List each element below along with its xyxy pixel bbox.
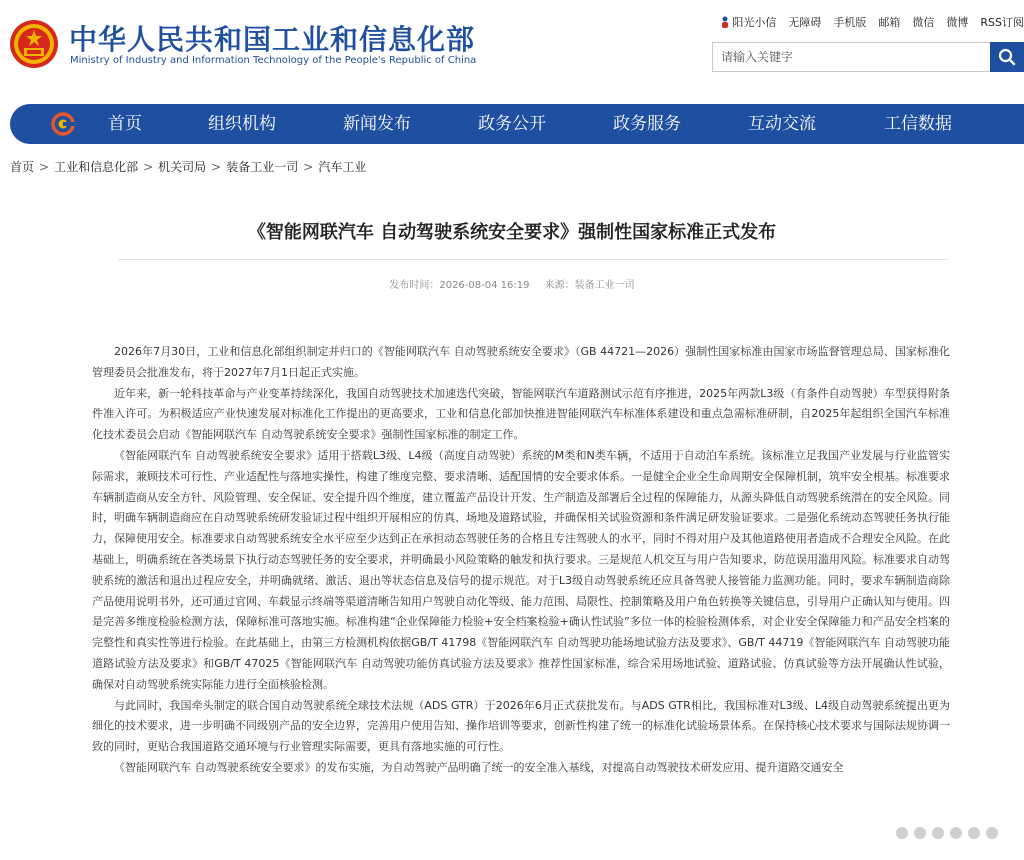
- watermark-dots-icon: [895, 826, 1005, 840]
- nav-home[interactable]: 首页: [108, 114, 142, 134]
- nav-news[interactable]: 新闻发布: [343, 114, 411, 134]
- breadcrumb-equipment-dept[interactable]: 装备工业一司: [226, 160, 299, 174]
- toplink-weibo[interactable]: 微博: [946, 16, 969, 29]
- toplink-wechat[interactable]: 微信: [912, 16, 935, 29]
- breadcrumb-auto-industry[interactable]: 汽车工业: [318, 160, 367, 174]
- site-title: 中华人民共和国工业和信息化部: [69, 23, 476, 56]
- toplink-sunshine[interactable]: 阳光小信: [721, 14, 776, 30]
- chevron-right-icon: >: [211, 160, 222, 174]
- paragraph: 近年来，新一轮科技革命与产业变革持续深化，我国自动驾驶技术加速迭代突破，智能网联汽车道路测试示范有序推进，2025年两款L3级（有条件自动驾驶）车型获得附条件准入许可。为积极适应产业快速发展对标准化工作提出的更高要求，工业和信息化部加快推进智能网联汽车标准体系建设和重点急需标准研制，自2025年起组织全国汽车标准化技术委员会启动《智能网联汽车 自动驾驶系统安全要求》强制性国家标准的制定工作。: [92, 386, 950, 442]
- search-input[interactable]: [712, 42, 990, 72]
- paragraph: 2026年7月30日，工业和信息化部组织制定并归口的《智能网联汽车 自动驾驶系统安全要求》（GB 44721—2026）强制性国家标准由国家市场监督管理总局、国家标准化管理委员会批准发布，将于2027年7月1日起正式实施。: [92, 345, 950, 379]
- chevron-right-icon: >: [303, 160, 314, 174]
- top-links: [721, 14, 1024, 30]
- search-button[interactable]: [990, 42, 1024, 72]
- toplink-mobile[interactable]: 手机版: [833, 16, 867, 29]
- nav-organization[interactable]: 组织机构: [208, 114, 276, 134]
- watermark: [891, 822, 1009, 844]
- paragraph: 《智能网联汽车 自动驾驶系统安全要求》的发布实施，为自动驾驶产品明确了统一的安全准入基线，对提高自动驾驶技术研发应用、提升道路交通安全: [114, 760, 844, 774]
- site-header: [0, 0, 1024, 96]
- nav-services[interactable]: 政务服务: [613, 114, 681, 134]
- toplink-rss[interactable]: RSS订阅: [980, 16, 1024, 29]
- breadcrumb-home[interactable]: 首页: [10, 160, 35, 174]
- main-nav: [10, 104, 1024, 144]
- national-emblem-icon: [8, 17, 60, 71]
- ministry-logo-icon: [50, 112, 76, 136]
- site-title-english: Ministry of Industry and Information Technology of the People's Republic of China: [70, 55, 477, 66]
- toplink-accessibility[interactable]: 无障碍: [788, 16, 822, 29]
- article-title: 《智能网联汽车 自动驾驶系统安全要求》强制性国家标准正式发布: [247, 222, 777, 243]
- person-icon: [721, 16, 729, 28]
- search-bar: [712, 42, 1024, 74]
- publish-date: 发布时间：2026-08-04 16:19: [389, 280, 530, 291]
- nav-interaction[interactable]: 互动交流: [748, 114, 816, 134]
- breadcrumb: [10, 158, 366, 175]
- nav-data[interactable]: 工信数据: [884, 114, 952, 134]
- breadcrumb-departments[interactable]: 机关司局: [158, 160, 207, 174]
- article-meta: [0, 276, 1024, 291]
- article-body: [92, 342, 950, 779]
- chevron-right-icon: >: [39, 160, 50, 174]
- chevron-right-icon: >: [143, 160, 154, 174]
- title-divider: [118, 259, 948, 260]
- paragraph: 与此同时，我国牵头制定的联合国自动驾驶系统全球技术法规（ADS GTR）于2026年6月正式获批发布。与ADS GTR相比，我国标准对L3级、L4级自动驾驶系统提出更为细化的技术要求，进一步明确不同级别产品的安全边界，完善用户使用告知、操作培训等要求，创新性构建了统一的标准化试验场景体系。在保持核心技术要求与国际法规协调一致的同时，更贴合我国道路交通环境与行业管理实际需要，更具有落地实施的可行性。: [92, 698, 950, 754]
- breadcrumb-ministry[interactable]: 工业和信息化部: [54, 160, 139, 174]
- search-icon: [998, 48, 1016, 66]
- nav-gov-affairs[interactable]: 政务公开: [478, 114, 546, 134]
- article-source: 来源：装备工业一司: [544, 280, 635, 291]
- toplink-mail[interactable]: 邮箱: [878, 16, 901, 29]
- paragraph: 《智能网联汽车 自动驾驶系统安全要求》适用于搭载L3级、L4级（高度自动驾驶）系统的M类和N类车辆，不适用于自动泊车系统。该标准立足我国产业发展与行业监管实际需求，兼顾技术可行性、产业适配性与落地实操性，构建了维度完整、要求清晰、适配国情的安全要求体系。一是健全企业全生命周期安全保障机制，筑牢安全根基。标准要求车辆制造商从安全方针、风险管理、安全保证、安全提升四个维度，建立覆盖产品设计开发、生产制造及部署后全过程的保障能力，从源头降低自动驾驶系统潜在的安全风险。同时，明确车辆制造商应在自动驾驶系统研发验证过程中组织开展相应的仿真、场地及道路试验，并确保相关试验资源和条件满足研发验证要求。二是强化系统动态驾驶任务执行能力，保障使用安全。标准要求自动驾驶系统安全水平应至少达到正在承担动态驾驶任务的合格且专注驾驶人的水平，同时不得对用户及其他道路使用者造成不合理安全风险。在此基础上，明确系统在各类场景下执行动态驾驶任务的安全要求，并明确最小风险策略的触发和执行要求。三是规范人机交互与用户告知要求，防范误用滥用风险。标准要求自动驾驶系统的激活和退出过程应安全，并明确就绪、激活、退出等状态信息及信号的提示规范。对于L3级自动驾驶系统还应具备驾驶人接管能力监测功能。同时，要求车辆制造商除产品使用说明书外，还可通过官网、车载显示终端等渠道清晰告知用户驾驶自动化等级、能力范围、局限性、控制策略及用户角色转换等关键信息，引导用户正确认知与使用。四是完善多维度检验检测方法，保障标准可落地实施。标准构建“企业保障能力检验+安全档案检验+确认性试验”多位一体的检验检测体系，对企业安全保障能力和产品安全档案的完整性和真实性等进行检验。在此基础上，由第三方检测机构依据GB/T 41798《智能网联汽车 自动驾驶功能场地试验方法及要求》、GB/T 44719《智能网联汽车 自动驾驶功能道路试验方法及要求》和GB/T 47025《智能网联汽车 自动驾驶功能仿真试验方法及要求》推荐性国家标准，综合采用场地试验、道路试验、仿真试验等方法开展确认性试验，确保对自动驾驶系统实际能力进行全面核验检测。: [92, 448, 950, 691]
